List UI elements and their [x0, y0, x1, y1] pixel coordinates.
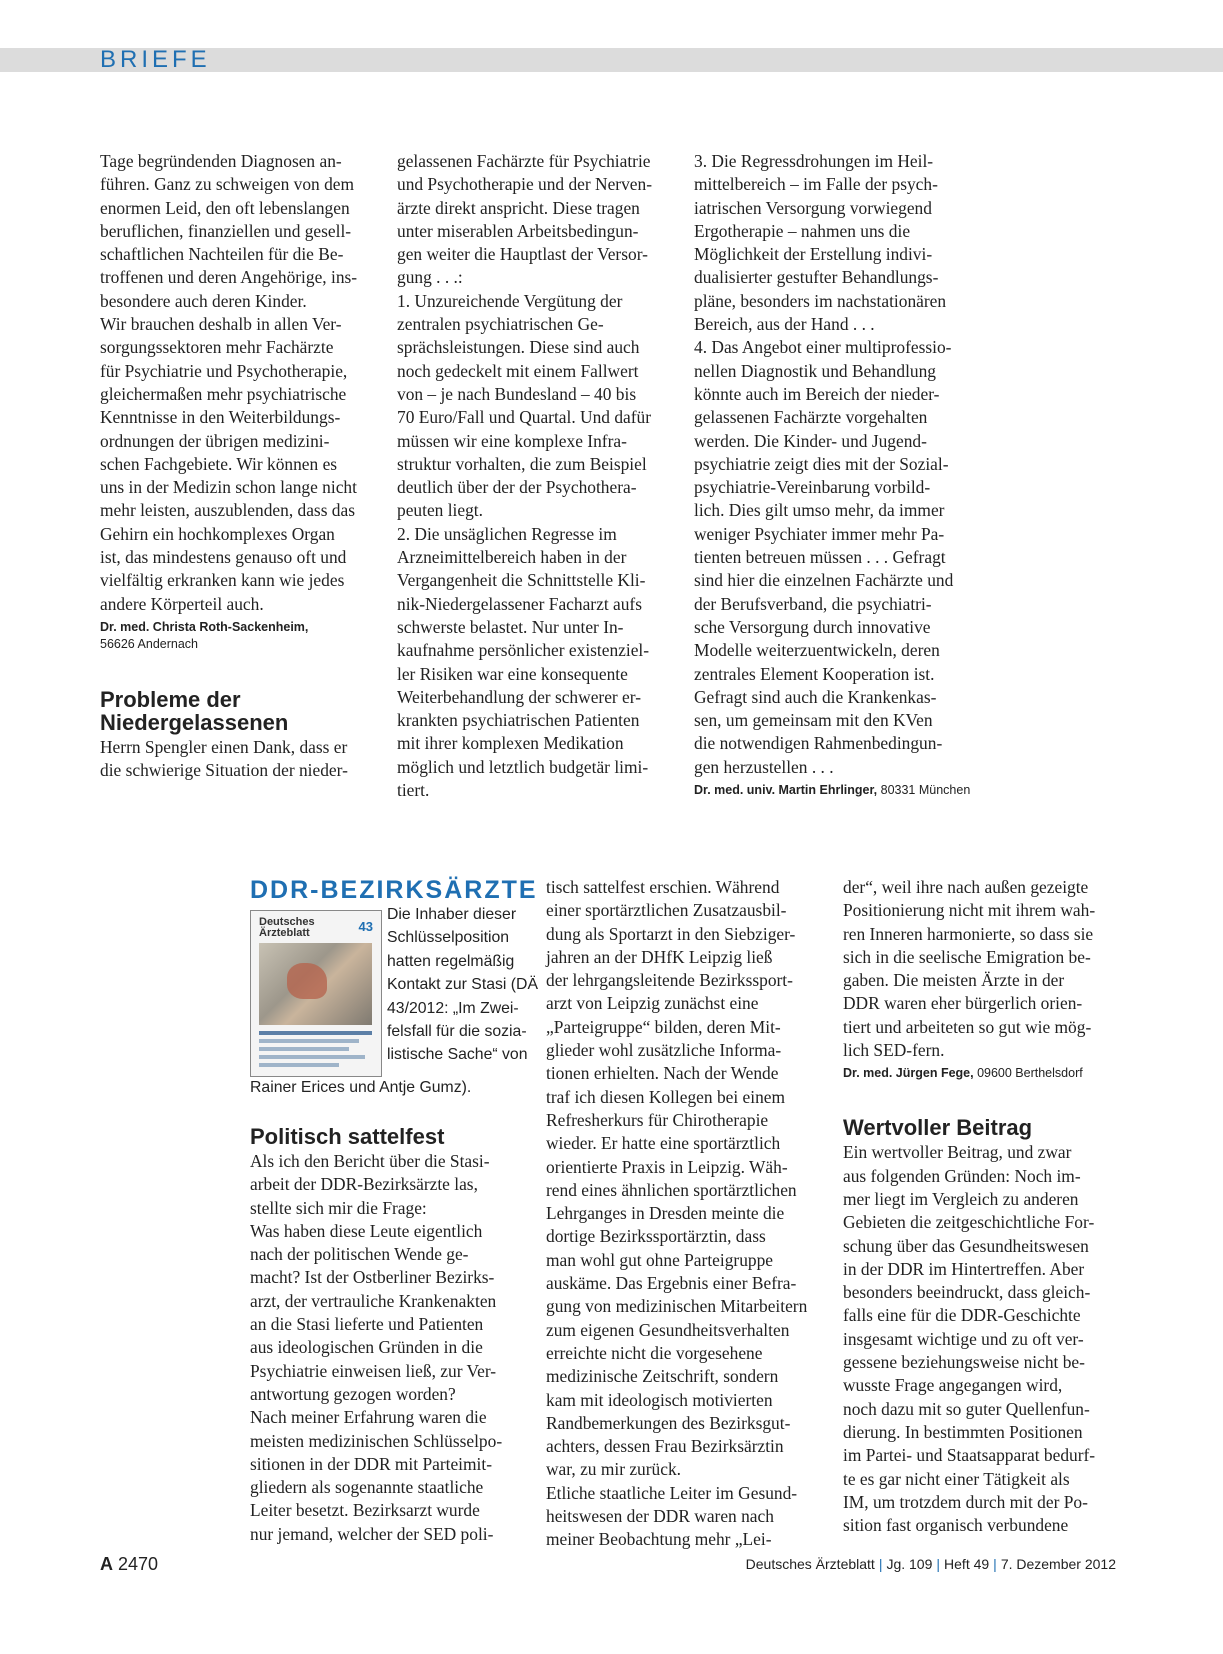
text-line: Modelle weiterzuentwickeln, deren — [694, 640, 940, 661]
text-line: möglich und letztlich budgetär limi- — [397, 756, 649, 777]
text-line: nur jemand, welcher der SED poli- — [250, 1523, 494, 1544]
text-line: sprächsleistungen. Diese sind auch — [397, 337, 640, 358]
text-line: die notwendigen Rahmenbedingun- — [694, 733, 943, 754]
text-line: Lehrganges in Dresden meinte die — [546, 1203, 785, 1224]
text-line: Weiterbehandlung der schwerer er- — [397, 686, 642, 707]
text-line: Randbemerkungen des Bezirksgut- — [546, 1412, 791, 1433]
letter-heading: Wertvoller Beitrag — [843, 1115, 1033, 1141]
text-line: noch gedeckelt mit einem Fallwert — [397, 360, 639, 381]
text-line: stellte sich mir die Frage: — [250, 1197, 427, 1218]
text-line: tienten betreuen müssen . . . Gefragt — [694, 547, 946, 568]
text-line: der lehrgangsleitende Bezirkssport- — [546, 970, 793, 991]
text-line: die schwierige Situation der nieder- — [100, 760, 348, 781]
text-line: nach der politischen Wende ge- — [250, 1244, 469, 1265]
text-line: Schlüsselposition — [387, 929, 510, 947]
text-line: gleichermaßen mehr psychiatrische — [100, 383, 347, 404]
text-line: in der DDR im Hintertreffen. Aber — [843, 1258, 1085, 1279]
text-line: andere Körperteil auch. — [100, 593, 264, 614]
text-line: gessene beziehungsweise nicht be- — [843, 1352, 1085, 1373]
footer-separator: | — [936, 1556, 941, 1572]
journal-date: 7. Dezember 2012 — [1000, 1556, 1116, 1572]
text-line: ärzte direkt anspricht. Diese tragen — [397, 197, 640, 218]
text-line: dortige Bezirkssportärztin, dass — [546, 1226, 766, 1247]
text-line: schwerste belastet. Nur unter In- — [397, 616, 624, 637]
text-line: enormen Leid, den oft lebenslangen — [100, 197, 350, 218]
cover-photo — [259, 943, 372, 1025]
text-line: te es gar nicht einer Tätigkeit als — [843, 1468, 1070, 1489]
cover-text-bar — [259, 1047, 349, 1051]
column-text — [250, 1150, 520, 1546]
text-line: war, zu mir zurück. — [546, 1459, 681, 1480]
text-line: gen weiter die Hauptlast der Versor- — [397, 244, 648, 265]
text-line: gen herzustellen . . . — [694, 756, 834, 777]
text-line: iatrischen Versorgung vorwiegend — [694, 197, 932, 218]
signature-name: Dr. med. univ. Martin Ehrlinger, — [694, 783, 878, 798]
section-label: BRIEFE — [100, 46, 211, 73]
text-line: von – je nach Bundesland – 40 bis — [397, 383, 637, 404]
text-line: schung über das Gesundheitswesen — [843, 1235, 1089, 1256]
text-line: Nach meiner Erfahrung waren die — [250, 1407, 487, 1428]
text-line: müssen wir eine komplexe Infra- — [397, 430, 627, 451]
text-line: 1. Unzureichende Vergütung der — [397, 290, 623, 311]
cover-issue-number: 43 — [358, 919, 373, 934]
text-line: und Psychotherapie und der Nerven- — [397, 174, 652, 195]
intro-text — [387, 903, 538, 1067]
top-column-2 — [397, 150, 672, 802]
text-line: erreichte nicht die vorgesehene — [546, 1342, 763, 1363]
text-line: könnte auch im Bereich der nieder- — [694, 383, 940, 404]
text-line: gaben. Die meisten Ärzte in der — [843, 970, 1065, 991]
text-line: ist, das mindestens genauso oft und — [100, 547, 347, 568]
text-line: 4. Das Angebot einer multiprofessio- — [694, 337, 952, 358]
cover-text-bar — [259, 1063, 339, 1067]
text-line: 2. Die unsäglichen Regresse im — [397, 523, 617, 544]
top-column-3 — [694, 150, 974, 799]
text-line: einer sportärztlichen Zusatzausbil- — [546, 900, 787, 921]
text-line: antwortung gezogen worden? — [250, 1383, 456, 1404]
text-line: sitionen in der DDR mit Parteimit- — [250, 1453, 492, 1474]
text-line: zum eigenen Gesundheitsverhalten — [546, 1319, 790, 1340]
cover-brand — [259, 917, 315, 939]
text-line: psychiatrie-Vereinbarung vorbild- — [694, 477, 931, 498]
text-line: uns in der Medizin schon lange nicht — [100, 477, 357, 498]
text-line: besonders beeindruckt, dass gleich- — [843, 1282, 1091, 1303]
signature — [100, 619, 370, 636]
footer-separator: | — [993, 1556, 997, 1572]
text-line: dierung. In bestimmten Positionen — [843, 1421, 1083, 1442]
text-line: Leiter besetzt. Bezirksarzt wurde — [250, 1500, 480, 1521]
ddr-column-1 — [250, 1125, 520, 1546]
text-line: werden. Die Kinder- und Jugend- — [694, 430, 927, 451]
text-line: besondere auch deren Kinder. — [100, 290, 307, 311]
journal-name: Deutsches Ärzteblatt — [745, 1556, 875, 1572]
text-line: für Psychiatrie und Psychotherapie, — [100, 360, 348, 381]
letter-heading: Politisch sattelfest — [250, 1124, 445, 1149]
text-line: psychiatrie zeigt dies mit der Sozial- — [694, 453, 949, 474]
cover-text-bar — [259, 1055, 365, 1059]
text-line: sorgungssektoren mehr Fachärzte — [100, 337, 334, 358]
journal-volume: Jg. 109 — [886, 1556, 933, 1572]
text-line: lich SED-fern. — [843, 1040, 945, 1061]
text-line: Möglichkeit der Erstellung indivi- — [694, 244, 933, 265]
text-line: rend eines ähnlichen sportärztlichen — [546, 1179, 797, 1200]
text-line: unter miserablen Arbeitsbedingun- — [397, 220, 639, 241]
column-text — [100, 150, 370, 616]
column-text — [843, 1141, 1123, 1537]
text-line: man wohl gut ohne Parteigruppe — [546, 1249, 773, 1270]
signature-place: 09600 Berthelsdorf — [977, 1066, 1083, 1081]
footer-separator: | — [878, 1556, 883, 1572]
text-line: mehr leisten, auszublenden, dass das — [100, 500, 355, 521]
text-line: 3. Die Regressdrohungen im Heil- — [694, 151, 934, 171]
text-line: tiert. — [397, 780, 430, 801]
cover-brand-line: Ärzteblatt — [259, 927, 310, 939]
column-text — [100, 736, 370, 783]
text-line: jahren an der DHfK Leipzig ließ — [546, 946, 773, 967]
text-line: macht? Ist der Ostberliner Bezirks- — [250, 1267, 495, 1288]
text-line: lich. Dies gilt umso mehr, da immer — [694, 500, 945, 521]
column-text — [397, 150, 672, 802]
page-number — [100, 1554, 158, 1575]
text-line: kam mit ideologisch motivierten — [546, 1389, 773, 1410]
text-line: arbeit der DDR-Bezirksärzte las, — [250, 1174, 478, 1195]
text-line: der“, weil ihre nach außen gezeigte — [843, 877, 1089, 897]
text-line: insgesamt wichtige und zu oft ver- — [843, 1328, 1084, 1349]
text-line: pläne, besonders im nachstationären — [694, 290, 947, 311]
text-line: ordnungen der übrigen medizini- — [100, 430, 330, 451]
cover-headline-bar — [259, 1031, 372, 1035]
text-line: troffenen und deren Angehörige, ins- — [100, 267, 358, 288]
text-line: Was haben diese Leute eigentlich — [250, 1220, 483, 1241]
column-text — [546, 876, 826, 1552]
signature-name: Dr. med. Christa Roth-Sackenheim, — [100, 619, 309, 634]
text-line: gelassenen Fachärzte für Psychiatrie — [397, 151, 651, 171]
text-line: Bereich, aus der Hand . . . — [694, 314, 875, 335]
text-line: der Berufsverband, die psychiatri- — [694, 593, 932, 614]
text-line: ler Risiken war eine konsequente — [397, 663, 628, 684]
intro-text-last: Rainer Erices und Antje Gumz). — [250, 1079, 472, 1096]
text-line: Refresherkurs für Chirotherapie — [546, 1109, 769, 1130]
ddr-column-2 — [546, 876, 826, 1552]
text-line: aus folgenden Gründen: Noch im- — [843, 1165, 1081, 1186]
text-line: krankten psychiatrischen Patienten — [397, 710, 640, 731]
text-line: Herrn Spengler einen Dank, dass er — [100, 736, 348, 757]
text-line: Kenntnisse in den Weiterbildungs- — [100, 407, 341, 428]
text-line: falls eine für die DDR-Geschichte — [843, 1305, 1081, 1326]
text-line: deutlich über der der Psychothera- — [397, 477, 637, 498]
ddr-column-3 — [843, 876, 1123, 1537]
text-line: hatten regelmäßig — [387, 952, 515, 970]
text-line: Kontakt zur Stasi (DÄ — [387, 976, 539, 994]
text-line: zentrales Element Kooperation ist. — [694, 663, 935, 684]
text-line: traf ich diesen Kollegen bei einem — [546, 1086, 786, 1107]
text-line: sich in die seelische Emigration be- — [843, 946, 1091, 967]
text-line: 70 Euro/Fall und Quartal. Und dafür — [397, 407, 652, 428]
text-line: glieder wohl zusätzliche Informa- — [546, 1040, 782, 1061]
signature-place: 80331 München — [880, 783, 971, 798]
top-column-1 — [100, 150, 370, 783]
column-text — [694, 150, 974, 779]
text-line: tisch sattelfest erschien. Während — [546, 877, 780, 897]
text-line: felsfall für die sozia- — [387, 1023, 527, 1041]
text-line: sen, um gemeinsam mit den KVen — [694, 710, 933, 731]
signature — [694, 782, 974, 799]
text-line: meiner Beobachtung mehr „Lei- — [546, 1529, 772, 1550]
column-text — [843, 876, 1123, 1062]
text-line: sind hier die einzelnen Fachärzte und — [694, 570, 954, 591]
text-line: gelassenen Fachärzte vorgehalten — [694, 407, 928, 428]
text-line: listische Sache“ von — [387, 1046, 528, 1064]
text-line: Gehirn ein hochkomplexes Organ — [100, 523, 335, 544]
heading-line: Probleme der — [100, 686, 241, 712]
text-line: mit ihrer komplexen Medikation — [397, 733, 624, 754]
text-line: Vergangenheit die Schnittstelle Kli- — [397, 570, 646, 591]
text-line: 43/2012: „Im Zwei- — [387, 999, 519, 1017]
text-line: mittelbereich – im Falle der psych- — [694, 174, 938, 195]
text-line: Wir brauchen deshalb in allen Ver- — [100, 314, 342, 335]
text-line: ren Inneren harmonierte, so dass sie — [843, 923, 1094, 944]
text-line: Ergotherapie – nahmen uns die — [694, 220, 911, 241]
text-line: gung . . .: — [397, 267, 463, 288]
text-line: sche Versorgung durch innovative — [694, 616, 931, 637]
journal-footer — [746, 1556, 1116, 1572]
text-line: achters, dessen Frau Bezirksärztin — [546, 1436, 784, 1457]
text-line: „Parteigruppe“ bilden, deren Mit- — [546, 1016, 781, 1037]
text-line: tiert und arbeiteten so gut wie mög- — [843, 1016, 1092, 1037]
text-line: zentralen psychiatrischen Ge- — [397, 314, 604, 335]
text-line: wieder. Er hatte eine sportärztlich — [546, 1133, 781, 1154]
text-line: DDR waren eher bürgerlich orien- — [843, 993, 1083, 1014]
section-title: DDR-BEZIRKSÄRZTE — [250, 876, 538, 904]
text-line: nik-Niedergelassener Facharzt aufs — [397, 593, 642, 614]
text-line: meisten medizinischen Schlüsselpo- — [250, 1430, 503, 1451]
text-line: arzt, der vertrauliche Krankenakten — [250, 1290, 497, 1311]
text-line: aus ideologischen Gründen in die — [250, 1337, 483, 1358]
text-line: noch dazu mit so guter Quellenfun- — [843, 1398, 1090, 1419]
signature-name: Dr. med. Jürgen Fege, — [843, 1066, 974, 1081]
text-line: kaufnahme persönlicher existenziel- — [397, 640, 650, 661]
signature-place: 56626 Andernach — [100, 636, 199, 651]
text-line: Ein wertvoller Beitrag, und zwar — [843, 1142, 1072, 1163]
text-line: Die Inhaber dieser — [387, 906, 517, 923]
text-line: vielfältig erkranken kann wie jedes — [100, 570, 345, 591]
text-line: IM, um trotzdem durch mit der Po- — [843, 1491, 1088, 1512]
journal-cover-image — [250, 910, 382, 1077]
text-line: mer liegt im Vergleich zu anderen — [843, 1188, 1079, 1209]
text-line: schaftlichen Nachteilen für die Be- — [100, 244, 344, 265]
text-line: medizinische Zeitschrift, sondern — [546, 1366, 779, 1387]
text-line: Gebieten die zeitgeschichtliche For- — [843, 1212, 1095, 1233]
text-line: schen Fachgebiete. Wir können es — [100, 453, 338, 474]
text-line: struktur vorhalten, die zum Beispiel — [397, 453, 647, 474]
text-line: dualisierter gestufter Behandlungs- — [694, 267, 939, 288]
page-number-value: 2470 — [118, 1554, 159, 1574]
text-line: weniger Psychiater immer mehr Pa- — [694, 523, 945, 544]
text-line: Tage begründenden Diagnosen an- — [100, 151, 342, 171]
text-line: wusste Frage angegangen wird, — [843, 1375, 1063, 1396]
text-line: Als ich den Bericht über die Stasi- — [250, 1151, 490, 1171]
text-line: Gefragt sind auch die Krankenkas- — [694, 686, 937, 707]
cover-brand-line: Deutsches — [259, 916, 315, 928]
text-line: auskäme. Das Ergebnis einer Befra- — [546, 1273, 797, 1294]
text-line: Etliche staatliche Leiter im Gesund- — [546, 1482, 798, 1503]
text-line: arzt von Leipzig zunächst eine — [546, 993, 759, 1014]
text-line: sition fast organisch verbundene — [843, 1515, 1069, 1536]
cover-text-bar — [259, 1039, 359, 1043]
text-line: gung von medizinischen Mitarbeitern — [546, 1296, 808, 1317]
text-line: beruflichen, finanziellen und gesell- — [100, 220, 352, 241]
text-line: peuten liegt. — [397, 500, 483, 521]
text-line: im Partei- und Staatsapparat bedurf- — [843, 1445, 1096, 1466]
text-line: Arzneimittelbereich haben in der — [397, 547, 627, 568]
text-line: gliedern als sogenannte staatliche — [250, 1477, 484, 1498]
heading-line: Niedergelassenen — [100, 709, 289, 735]
text-line: dung als Sportarzt in den Siebziger- — [546, 923, 796, 944]
letter-heading — [100, 688, 370, 734]
text-line: Positionierung nicht mit ihrem wah- — [843, 900, 1096, 921]
text-line: Psychiatrie einweisen ließ, zur Ver- — [250, 1360, 497, 1381]
text-line: nellen Diagnostik und Behandlung — [694, 360, 936, 381]
text-line: orientierte Praxis in Leipzig. Wäh- — [546, 1156, 788, 1177]
journal-issue: Heft 49 — [944, 1556, 990, 1572]
text-line: tionen erhielten. Nach der Wende — [546, 1063, 779, 1084]
text-line: heitswesen der DDR waren nach — [546, 1506, 774, 1527]
text-line: an die Stasi lieferte und Patienten — [250, 1314, 484, 1335]
page-letter: A — [100, 1554, 113, 1574]
text-line: führen. Ganz zu schweigen von dem — [100, 174, 355, 195]
signature — [843, 1065, 1123, 1082]
